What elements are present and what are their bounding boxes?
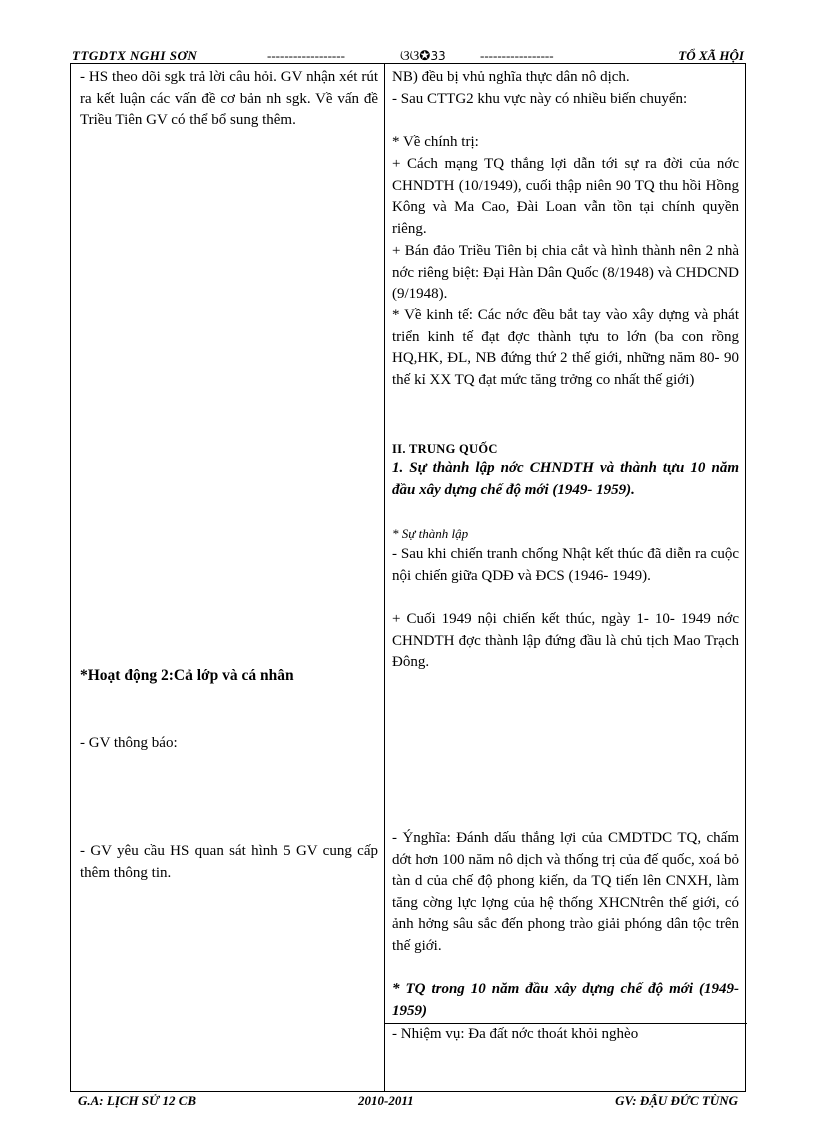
activity-2-heading: *Hoạt động 2:Cả lớp và cá nhân [80, 667, 294, 684]
header-rule-left: ------------------ [267, 48, 345, 63]
right-paragraph-6: * Về kinh tế: Các nớc đều bắt tay vào xây dựng và phát triển kinh tế đạt đợc thành tựu to lớn (ba con rồng HQ,HK, ĐL, NB đứng thứ 2 thế giới, những năm 80- 90 thế kỉ XX TQ đạt mức tăng trởng co nhất thế giới) [392, 307, 739, 388]
right-paragraph-7: - Sau khi chiến tranh chống Nhật kết thúc đã diễn ra cuộc nội chiến giữa QDĐ và ĐCS (1946- 1949). [392, 546, 739, 584]
header-school: TTGDTX NGHI SƠN [72, 48, 198, 63]
header-rule-right: ----------------- [480, 48, 554, 63]
right-paragraph-1: NB) đều bị vhủ nghĩa thực dân nô dịch. [392, 69, 630, 85]
right-paragraph-3: * Về chính trị: [392, 134, 479, 150]
footer-course: G.A: LỊCH SỬ 12 CB [78, 1093, 197, 1108]
right-paragraph-9: - Ýnghĩa: Đánh dấu thắng lợi của CMDTDC TQ, chấm dớt hơn 100 năm nô dịch và thống trị của đế quốc, xoá bỏ tàn d của chế độ phong kiến, da TQ tiến lên CNXH, làm tăng cờng lực lợng của hệ thống XHCNtrên thế giới, có ảnh hởng sâu sắc đến phong trào giải phóng dân tộc trên thế giới. [392, 830, 739, 954]
founding-subheading: * Sự thành lập [392, 526, 469, 541]
right-paragraph-2: - Sau CTTG2 khu vực này có nhiều biến chuyển: [392, 91, 688, 107]
header-ornament: ଓଓ✪ᜂᜂ [400, 49, 446, 64]
header-department: TỔ XÃ HỘI [678, 48, 744, 63]
right-paragraph-4: + Cách mạng TQ thắng lợi dẫn tới sự ra đời của nớc CHNDTH (10/1949), cuối thập niên 90 TQ thu hồi Hồng Kông và Ma Cao, Đài Loan vẫn tồn tại chính quyền riêng. [392, 156, 739, 237]
left-paragraph-1: - HS theo dõi sgk trả lời câu hỏi. GV nhận xét rút ra kết luận các vấn đề cơ bản nh sgk. Về vấn đề Triều Tiên GV có thể bổ sung thêm. [80, 69, 378, 129]
footer-teacher: GV: ĐẬU ĐỨC TÙNG [615, 1093, 738, 1108]
left-paragraph-3: - GV yêu cầu HS quan sát hình 5 GV cung cấp thêm thông tin. [80, 843, 378, 881]
footer-year: 2010-2011 [358, 1093, 414, 1108]
subsection-2-heading: * TQ trong 10 năm đầu xây dựng chế độ mới (1949- 1959) [392, 981, 739, 1019]
column-divider [384, 64, 385, 1091]
section-2-heading: II. TRUNG QUỐC [392, 442, 498, 456]
subsection-1-heading: 1. Sự thành lập nớc CHNDTH và thành tựu 10 năm đầu xây dựng chế độ mới (1949- 1959). [392, 460, 739, 498]
page-footer [78, 1093, 738, 1111]
lesson-table [70, 63, 746, 1092]
left-paragraph-2: - GV thông báo: [80, 735, 178, 751]
right-paragraph-8: + Cuối 1949 nội chiến kết thúc, ngày 1- 10- 1949 nớc CHNDTH đợc thành lập đứng đầu là chủ tịch Mao Trạch Đông. [392, 611, 739, 671]
right-paragraph-5: + Bán đảo Triều Tiên bị chia cắt và hình thành nên 2 nhà nớc riêng biệt: Đại Hàn Dân Quốc (8/1948) và CHDCND (9/1948). [392, 243, 739, 303]
right-paragraph-10: - Nhiệm vụ: Đa đất nớc thoát khỏi nghèo [384, 1023, 747, 1046]
